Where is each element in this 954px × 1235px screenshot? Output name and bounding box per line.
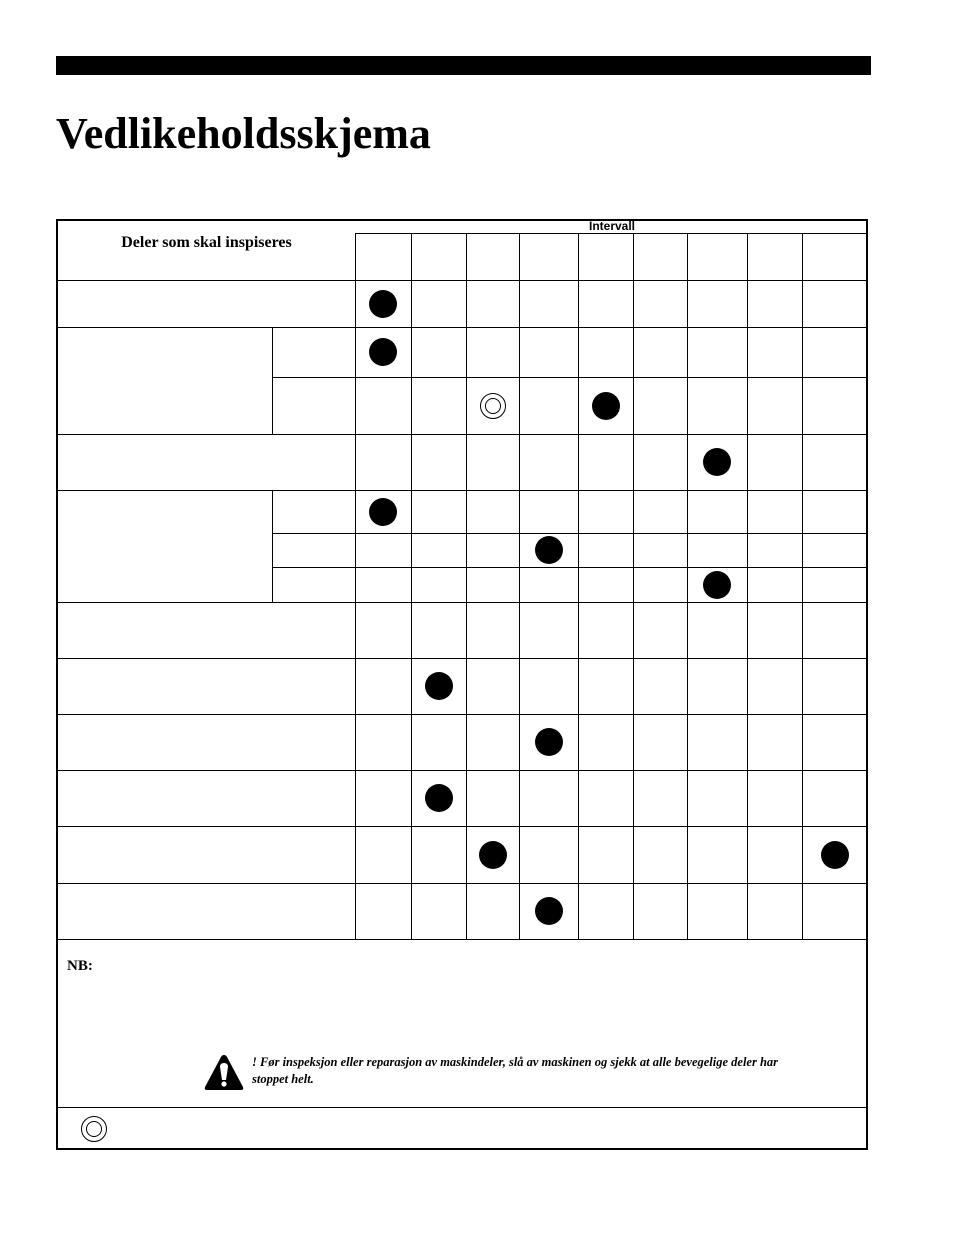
interval-mark-dot [703, 571, 731, 599]
column-divider [411, 233, 412, 939]
interval-header: Intervall [588, 219, 636, 233]
column-divider [519, 233, 520, 939]
warning-triangle-icon [204, 1054, 244, 1091]
double-ring-icon [81, 1116, 107, 1142]
row-divider [272, 567, 868, 568]
interval-mark-dot [821, 841, 849, 869]
column-divider [633, 233, 634, 939]
interval-mark-dot [535, 728, 563, 756]
interval-mark-dot [369, 338, 397, 366]
interval-mark-dot [369, 290, 397, 318]
interval-mark-dot [703, 448, 731, 476]
interval-mark-dot [592, 392, 620, 420]
interval-mark-dot [535, 536, 563, 564]
interval-mark-dot [425, 672, 453, 700]
parts-header: Deler som skal inspiseres [121, 234, 292, 251]
row-divider [272, 533, 868, 534]
column-divider [747, 233, 748, 939]
safety-warning: ! Før inspeksjon eller reparasjon av maskindeler, slå av maskinen og sjekk at alle bevegelige deler har stoppet helt. [252, 1055, 779, 1086]
interval-mark-dot [535, 897, 563, 925]
column-divider [687, 233, 688, 939]
subgroup-divider [272, 490, 273, 602]
column-divider [355, 233, 356, 939]
column-divider [802, 233, 803, 939]
column-divider [578, 233, 579, 939]
row-divider [57, 939, 868, 940]
interval-mark-dot [425, 784, 453, 812]
interval-mark-dot [479, 841, 507, 869]
page-title: Vedlikeholdsskjema [56, 109, 431, 158]
legend-divider [57, 1107, 868, 1108]
header-rule [56, 56, 871, 75]
subgroup-divider [272, 327, 273, 434]
row-divider [272, 377, 868, 378]
nb-label: NB: [67, 958, 93, 974]
column-divider [466, 233, 467, 939]
interval-mark-ring [480, 393, 506, 419]
interval-divider [355, 233, 868, 234]
interval-mark-dot [369, 498, 397, 526]
